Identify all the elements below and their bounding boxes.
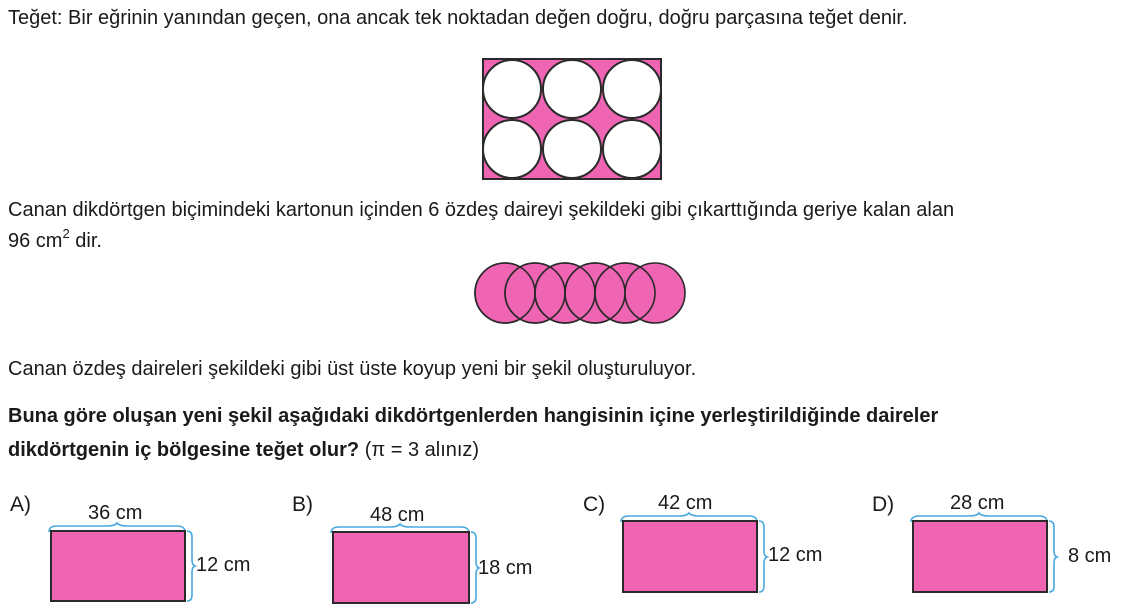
option-b-width: 48 cm: [370, 504, 425, 526]
cutout-circle: [483, 60, 541, 118]
option-a-letter[interactable]: A): [10, 493, 31, 516]
pi-note: (π = 3 alınız): [359, 439, 480, 461]
option-b-rectangle: [332, 531, 470, 604]
problem-line-1: Canan dikdörtgen biçimindeki kartonun içinden 6 özdeş daireyi şekildeki gibi çıkarttığında geriye kalan alan: [8, 199, 955, 221]
cutout-circle: [483, 120, 541, 178]
cutout-circle: [603, 60, 661, 118]
problem-line-3: Canan özdeş daireleri şekildeki gibi üst üste koyup yeni bir şekil oluşturuluyor.: [8, 358, 697, 380]
question-line-1: Buna göre oluşan yeni şekil aşağıdaki dikdörtgenlerden hangisinin içine yerleştirildiğinde daireler: [8, 405, 939, 427]
cutout-circle: [603, 120, 661, 178]
definition-text: Teğet: Bir eğrinin yanından geçen, ona ancak tek noktadan değen doğru, doğru parçasına teğet denir.: [8, 7, 908, 29]
option-d-letter[interactable]: D): [872, 493, 895, 516]
option-c-height-brace: [758, 519, 768, 594]
option-d-height-brace: [1048, 519, 1060, 594]
area-value: 96 cm: [8, 230, 63, 252]
cutout-circle: [543, 120, 601, 178]
option-b-letter[interactable]: B): [292, 493, 313, 516]
overlapping-circles-figure: [474, 261, 688, 325]
card-with-circles-figure: [482, 58, 662, 180]
option-a-height-brace: [186, 529, 196, 603]
option-d-width: 28 cm: [950, 492, 1005, 514]
option-c-letter[interactable]: C): [583, 493, 606, 516]
option-a-rectangle: [50, 530, 186, 602]
option-b-height: 18 cm: [478, 557, 533, 579]
option-c-height: 12 cm: [768, 544, 823, 566]
cutout-circle: [543, 60, 601, 118]
option-a-height: 12 cm: [196, 554, 251, 576]
option-c-width: 42 cm: [658, 492, 713, 514]
option-a-width: 36 cm: [88, 502, 143, 524]
option-c-rectangle: [622, 520, 758, 593]
option-d-rectangle: [912, 520, 1048, 593]
option-d-height: 8 cm: [1068, 545, 1112, 567]
problem-line-2: [8, 226, 102, 253]
area-suffix: dir.: [69, 230, 102, 252]
area-exponent: 2: [62, 226, 70, 241]
question-text: dikdörtgenin iç bölgesine teğet olur?: [8, 439, 360, 461]
question-line-2: [8, 438, 479, 462]
